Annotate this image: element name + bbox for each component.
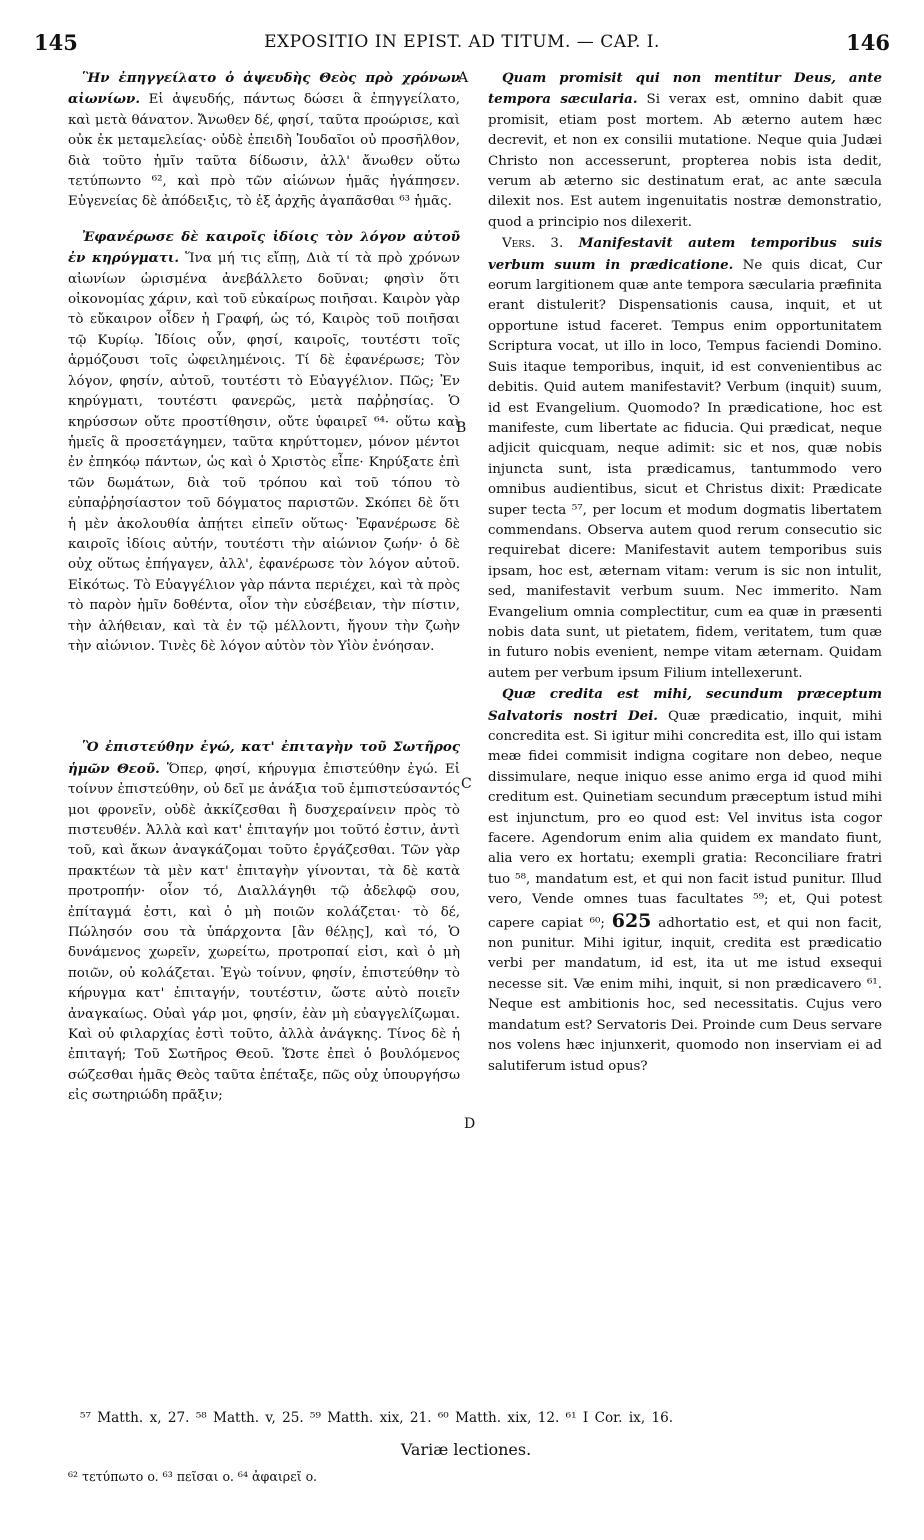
column-number: 625 xyxy=(611,909,652,932)
greek-paragraph-3 xyxy=(68,737,460,1106)
latin-lemma: Quam promisit qui non mentitur Deus, ante tempora sæcularia. xyxy=(488,70,882,108)
latin-paragraph-1 xyxy=(488,68,882,233)
greek-paragraph-1 xyxy=(68,68,460,213)
verse-label: Vers. 3. xyxy=(502,236,564,252)
latin-paragraph-3 xyxy=(488,684,882,1077)
variae-lectiones-title: Variæ lectiones. xyxy=(400,1440,532,1459)
greek-lemma: Ἐφανέρωσε δὲ καιροῖς ἰδίοις τὸν λόγον αὐτοῦ ἐν κηρύγματι. xyxy=(68,228,460,267)
latin-column xyxy=(488,68,882,1077)
margin-marker-d: D xyxy=(464,1116,476,1132)
latin-lemma: Quæ credita est mihi, secundum præceptum Salvatoris nostri Dei. xyxy=(488,686,882,724)
latin-text: Ne quis dicat, Cur eorum largitionem quæ ante tempora sæcularia præfinita erant distulerit? Dispensationis causa, inquit, et ut opportune istud faceret. Tempus enim opportunitatem Scriptura vocat, ut illo in loco, Tempus faciendi Domino. Suis itaque temporibus, inquit, id est convenientibus ac debitis. Quid autem manifestavit? Verbum (inquit) suum, id est Evangelium. Quomodo? In prædicatione, hoc est manifeste, cum libertate ac fiducia. Qui prædicat, neque adjicit quicquam, neque adimit: sic et nos, quæ nobis injuncta sunt, ista prædicamus, tantummodo vero omnibus audientibus, sicut et Christus dixit: Prædicate super tecta ⁵⁷, per locum et modum dogmatis libertatem commendans. Observa autem quod rerum consecutio sic requirebat dicere: Manifestavit autem temporibus suis ipsam, hoc est, æternam vitam: verum is sic non intulit, sed, manifestavit verbum suum. Nec immerito. Nam Evangelium omnia complectitur, cum ea quæ in præsenti nobis data sunt, ut pietatem, fidem, veritatem, tum quæ in futuro nobis evenient, nempe vitam æternam. Quidam autem per verbum ipsum Filium intellexerunt. xyxy=(488,257,883,681)
latin-text-continued: adhortatio est, et qui non facit, non punitur. Mihi igitur, inquit, credita est prædicatio verbi per mandatum, id est, ita ut me istud exsequi necesse sit. Væ enim mihi, inquit, si non prædicavero ⁶¹. Neque est ambitionis hoc, sed necessitatis. Cujus vero mandatum est? Servatoris Dei. Proinde cum Deus servare nos volens hæc injunxerit, quomodo non inserviam ei ad salutiferum istud opus? xyxy=(488,915,882,1074)
latin-text: Si verax est, omnino dabit quæ promisit, etiam post mortem. Ab æterno autem hæc decrevit, et non ex consilii mutatione. Neque quia Judæi Christo non accesserunt, propterea nobis ista dedit, verum ab æterno sic destinatum erat, ac ante sæcula dilexit nos. Est autem ingenuitatis nostræ demonstratio, quod a principio nos dilexerit. xyxy=(488,92,882,230)
greek-column xyxy=(68,68,460,1107)
latin-lemma: Manifestavit autem temporibus suis verbum suum in prædicatione. xyxy=(488,235,882,273)
latin-paragraph-2 xyxy=(488,233,882,684)
margin-marker-c: C xyxy=(461,776,472,792)
page-number-left: 145 xyxy=(34,30,78,55)
latin-text: Quæ prædicatio, inquit, mihi concredita est. Si igitur mihi concredita est, illo qui istam meæ fidei commisit indigna cogitare non debeo, neque dissimulare, neque iniquo esse animo erga id quod mihi creditum est. Quinetiam secundum præceptum istud mihi est injunctum, pro eo quod est: Vel invitus ista cogor facere. Agendorum enim alia quidem ex mandato fiunt, alia vero ex hortatu; exempli gratia: Reconciliare fratri tuo ⁵⁸, mandatum est, et qui non facit istud punitur. Illud vero, Vende omnes tuas facultates ⁵⁹; et, Qui potest capere capiat ⁶⁰; xyxy=(488,708,882,931)
greek-paragraph-2 xyxy=(68,227,460,658)
greek-lemma: Ἣν ἐπηγγείλατο ὁ ἀψευδὴς Θεὸς πρὸ χρόνων αἰωνίων. xyxy=(68,70,460,108)
greek-text: Ἵνα μή τις εἴπῃ, Διὰ τί τὰ πρὸ χρόνων αἰωνίων ὡρισμένα ἀνεβάλλετο δοῦναι; φησὶν ὅτι οἰκονομίας χάριν, καὶ τοῦ εὐκαίρως ποιῆσαι. Καιρὸν γὰρ τὸ εὔκαιρον οἶδεν ἡ Γραφή, ὡς τό, Καιρὸς τοῦ ποιῆσαι τῷ Κυρίῳ. Ἰδίοις οὖν, φησί, καιροῖς, τουτέστι τοῖς ἁρμόζουσι τοῖς ὠφειλημένοις. Τί δὲ ἐφανέρωσε; Τὸν λόγον, φησίν, αὐτοῦ, τουτέστι τὸ Εὐαγγέλιον. Πῶς; Ἐν κηρύγματι, τουτέστι φανερῶς, μετὰ παῤῥησίας. Ὁ κηρύσσων οὔτε προστίθησιν, οὔτε ὑφαιρεῖ ⁶⁴· οὕτω καὶ ἡμεῖς ἃ προσετάγημεν, ταῦτα κηρύττομεν, μόνον μέντοι ἐν ἐπηκόῳ πάντων, ὡς καὶ ὁ Χριστὸς εἶπε· Κηρύξατε ἐπὶ τῶν δωμάτων, διὰ τοῦ τρόπου καὶ τοῦ τόπου τὸ εὐπαῤῥησίαστον τοῦ δόγματος παριστῶν. Σκόπει δὲ ὅτι ἡ μὲν ἀκολουθία ἀπῄτει εἰπεῖν οὕτως· Ἐφανέρωσε δὲ καιροῖς ἰδίοις αὐτήν, τουτέστι τὴν αἰώνιον ζωήν· ὁ δὲ οὐχ οὕτως ἐπήγαγεν, ἀλλ', ἐφανέρωσε τὸν λόγον αὐτοῦ. Εἰκότως. Τὸ Εὐαγγέλιον γὰρ πάντα περιέχει, καὶ τὰ πρὸς τὸ παρὸν ἡμῖν δοθέντα, οἷον τὴν εὐσέβειαν, τὴν πίστιν, τὴν ἀλήθειαν, καὶ τὰ ἐν τῷ μέλλοντι, ἤγουν τὴν ζωὴν τὴν αἰώνιον. Τινὲς δὲ λόγον αὐτὸν τὸν Υἱὸν ἐνόησαν. xyxy=(68,251,460,654)
running-title: EXPOSITIO IN EPIST. AD TITUM. — CAP. I. xyxy=(264,32,660,52)
variant-readings: ⁶² τετύπωτο o. ⁶³ πεῖσαι o. ⁶⁴ ἀφαιρεῖ o. xyxy=(68,1469,318,1484)
page-number-right: 146 xyxy=(846,30,890,55)
greek-lemma: Ὃ ἐπιστεύθην ἐγώ, κατ' ἐπιταγὴν τοῦ Σωτῆρος ἡμῶν Θεοῦ. xyxy=(68,739,460,777)
footnotes xyxy=(68,1410,864,1484)
greek-text: Ὅπερ, φησί, κήρυγμα ἐπιστεύθην ἐγώ. Εἰ τοίνυν ἐπιστεύθην, οὐ δεῖ με ἀνάξια τοῦ ἐμπιστεύσαντός μοι φρονεῖν, οὐδὲ ἀκκίζεσθαι ἢ δυσχεραίνειν πρὸς τὸ πιστευθέν. Ἀλλὰ καὶ κατ' ἐπιταγήν μοι τοῦτό ἐστιν, ἀντὶ τοῦ, καὶ ἄκων ἀναγκάζομαι τοῦτο ἐργάζεσθαι. Τῶν γὰρ πρακτέων τὰ μὲν κατ' ἐπιταγὴν γίνονται, τὰ δὲ κατὰ προτροπήν· οἷον τό, Διαλλάγηθι τῷ ἀδελφῷ σου, ἐπίταγμά ἐστι, καὶ ὁ μὴ ποιῶν κολάζεται· τὸ δέ, Πώλησόν σου τὰ ὑπάρχοντα [ἂν θέλῃς], καὶ τό, Ὁ δυνάμενος χωρεῖν, χωρείτω, προτροπαί εἰσι, καὶ ὁ μὴ ποιῶν, οὐ κολάζεται. Ἐγὼ τοίνυν, φησίν, ἐπιστεύθην τὸ κήρυγμα κατ' ἐπιταγήν, τουτέστιν, ὥστε αὐτὸ ποιεῖν ἀναγκαίως. Οὐαὶ γάρ μοι, φησίν, ἐὰν μὴ εὐαγγελίζωμαι. Καὶ οὐ φιλαρχίας ἐστὶ τοῦτο, ἀλλὰ ἀνάγκης. Τίνος δὲ ἡ ἐπιταγή; Τοῦ Σωτῆρος Θεοῦ. Ὥστε ἐπεὶ ὁ βουλόμενος σώζεσθαι ἡμᾶς Θεὸς ταῦτα ἐπέταξε, πῶς οὐχ ὑπουργήσω εἰς σωτηριώδη πρᾶξιν; xyxy=(68,761,460,1104)
greek-text: Εἰ ἀψευδής, πάντως δώσει ἃ ἐπηγγείλατο, καὶ μετὰ θάνατον. Ἄνωθεν δέ, φησί, ταῦτα προώρισε, καὶ οὐκ ἐκ μεταμελείας· οὐδὲ ἐπειδὴ Ἰουδαῖοι οὐ προσῆλθον, διὰ τοῦτο ἡμῖν ταῦτα δίδωσιν, ἀλλ' ἄνωθεν οὕτω τετύπωντο ⁶², καὶ πρὸ τῶν αἰώνων ἡμᾶς ἠγάπησεν. Εὐγενείας δὲ ἀπόδειξις, τὸ ἐξ ἀρχῆς ἀγαπᾶσθαι ⁶³ ἡμᾶς. xyxy=(68,92,460,210)
page-header xyxy=(34,30,890,62)
scripture-references: ⁵⁷ Matth. x, 27. ⁵⁸ Matth. v, 25. ⁵⁹ Matth. xix, 21. ⁶⁰ Matth. xix, 12. ⁶¹ I Cor. ix, 16. xyxy=(80,1410,674,1426)
margin-marker-b: B xyxy=(456,420,467,436)
margin-marker-a: A xyxy=(458,70,469,86)
